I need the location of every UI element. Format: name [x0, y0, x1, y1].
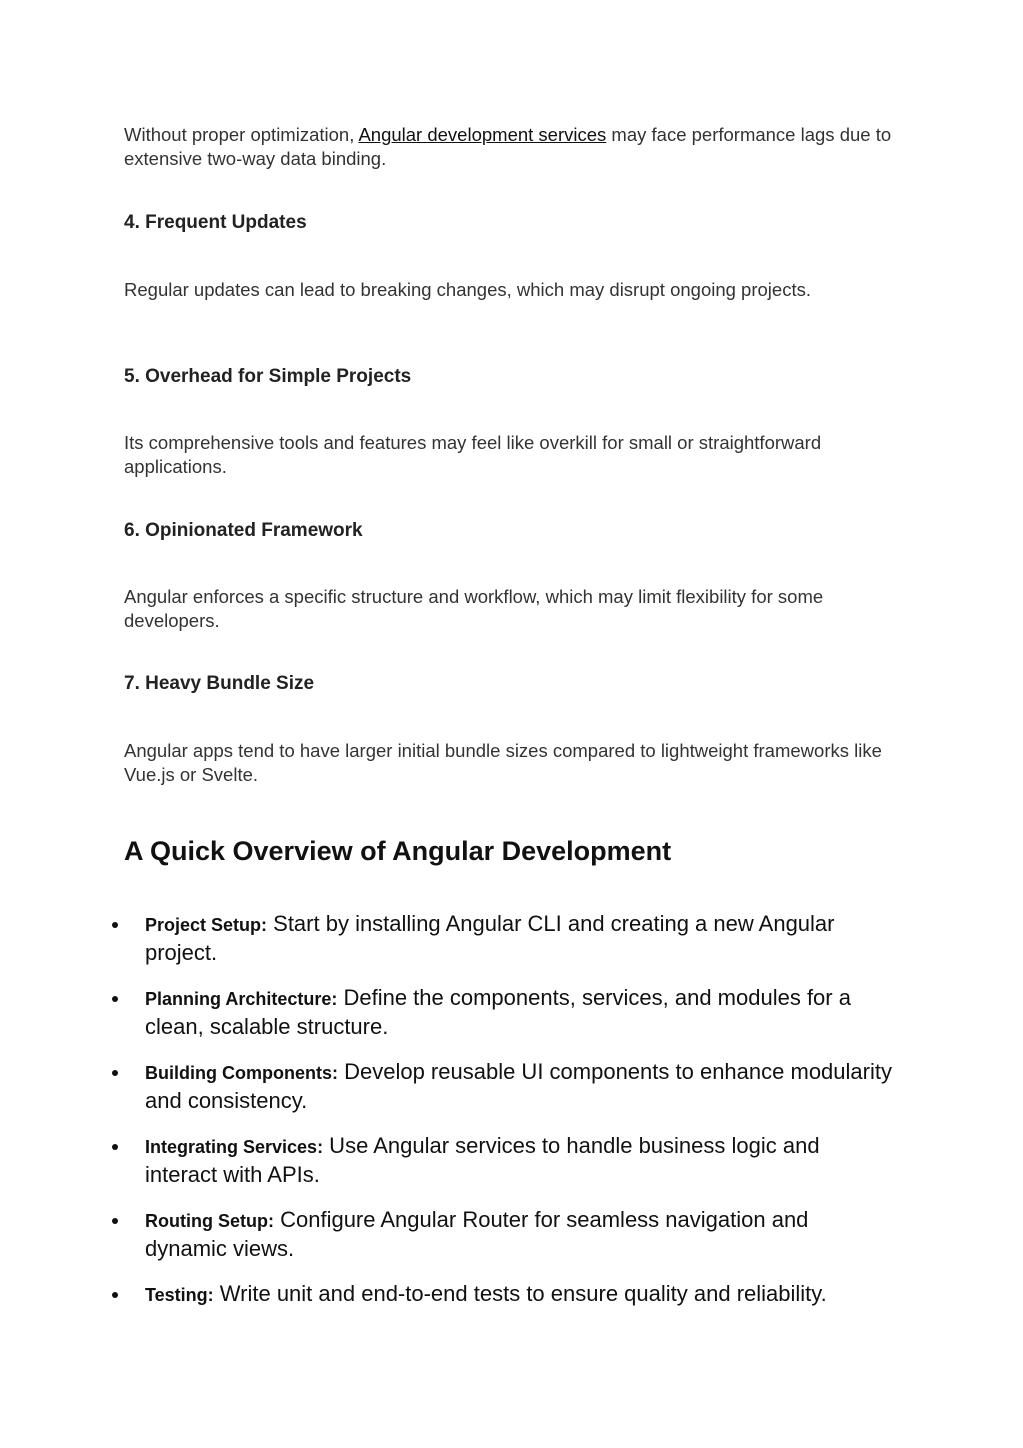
list-item-label: Routing Setup: — [145, 1211, 274, 1231]
list-item-text — [145, 910, 895, 966]
section-body-overhead: Its comprehensive tools and features may feel like overkill for small or straightforward applications. — [124, 432, 822, 477]
section-heading-frequent-updates: 4. Frequent Updates — [124, 212, 307, 233]
angular-development-services-link[interactable]: Angular development services — [358, 124, 607, 145]
intro-text-before: Without proper optimization, — [124, 124, 359, 145]
bullet-icon — [112, 1218, 118, 1224]
bullet-icon — [112, 996, 118, 1002]
list-item-label: Planning Architecture: — [145, 989, 338, 1009]
list-item-text — [145, 1058, 895, 1114]
bullet-icon — [112, 922, 118, 928]
list-item-description: Define the components, services, and modules for a clean, scalable structure. — [145, 985, 851, 1039]
bullet-icon — [112, 1292, 118, 1298]
list-item-label: Testing: — [145, 1285, 214, 1305]
overview-heading: A Quick Overview of Angular Development — [124, 836, 672, 866]
intro-paragraph — [124, 123, 904, 171]
list-item-label: Project Setup: — [145, 915, 268, 935]
section-heading-opinionated: 6. Opinionated Framework — [124, 520, 363, 541]
list-item-description: Use Angular services to handle business logic and interact with APIs. — [145, 1133, 820, 1187]
list-item-label: Integrating Services: — [145, 1137, 324, 1157]
section-heading-bundle-size: 7. Heavy Bundle Size — [124, 673, 315, 694]
section-body-opinionated: Angular enforces a specific structure and workflow, which may limit flexibility for some developers. — [124, 586, 824, 631]
section-body-frequent-updates: Regular updates can lead to breaking changes, which may disrupt ongoing projects. — [124, 279, 811, 300]
list-item-description: Configure Angular Router for seamless navigation and dynamic views. — [145, 1207, 809, 1261]
list-item-description: Write unit and end-to-end tests to ensure quality and reliability. — [213, 1281, 827, 1306]
section-body-bundle-size: Angular apps tend to have larger initial bundle sizes compared to lightweight frameworks like Vue.js or Svelte. — [124, 740, 882, 785]
list-item-text — [145, 1206, 895, 1262]
list-item-text — [145, 1280, 895, 1309]
intro-text-after: may face performance lags due to extensive two-way data binding. — [124, 124, 892, 169]
bullet-icon — [112, 1070, 118, 1076]
section-heading-overhead: 5. Overhead for Simple Projects — [124, 366, 412, 387]
bullet-icon — [112, 1144, 118, 1150]
list-item-description: Start by installing Angular CLI and creating a new Angular project. — [145, 911, 835, 965]
list-item-label: Building Components: — [145, 1063, 338, 1083]
list-item-text — [145, 984, 895, 1040]
list-item-description: Develop reusable UI components to enhance modularity and consistency. — [145, 1059, 892, 1113]
list-item-text — [145, 1132, 895, 1188]
